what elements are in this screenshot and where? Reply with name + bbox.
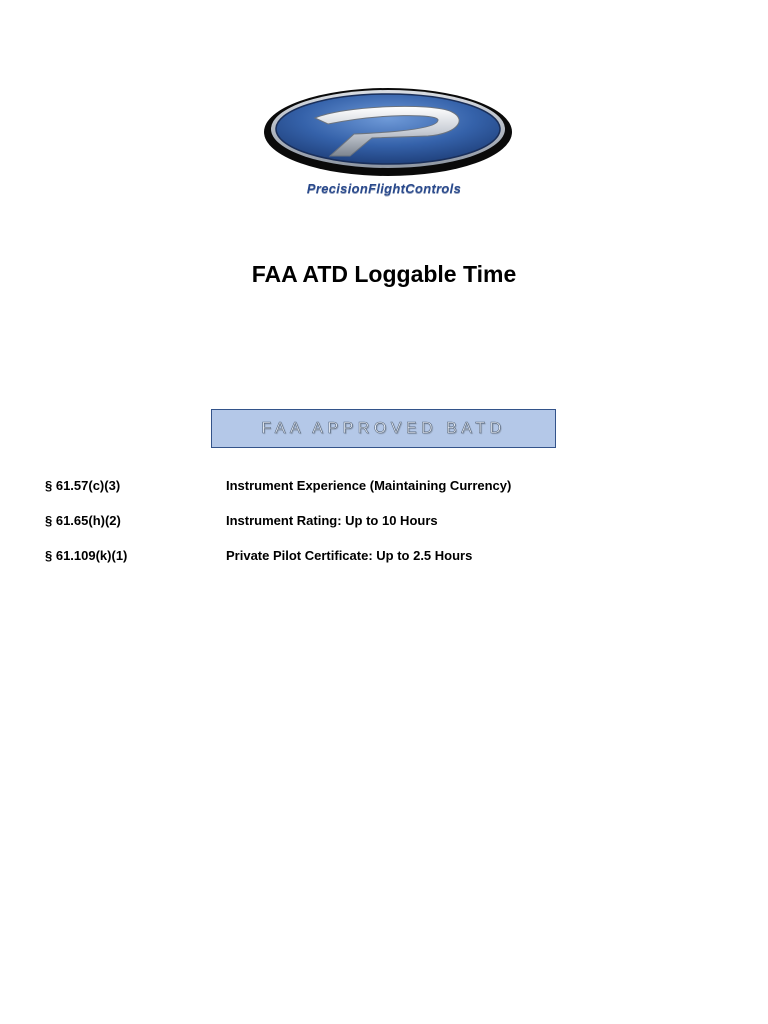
- regulation-description: Instrument Experience (Maintaining Currency): [226, 478, 512, 493]
- regulation-list: [45, 478, 725, 583]
- regulation-code: § 61.109(k)(1): [45, 548, 128, 563]
- list-item: [45, 478, 725, 513]
- regulation-code: § 61.65(h)(2): [45, 513, 121, 528]
- company-logo: [232, 78, 536, 204]
- regulation-description: Private Pilot Certificate: Up to 2.5 Hours: [226, 548, 473, 563]
- batd-banner-label: FAA APPROVED BATD: [261, 419, 506, 437]
- list-item: [45, 513, 725, 548]
- list-item: [45, 548, 725, 583]
- precision-flight-controls-logo-icon: [232, 78, 536, 178]
- brand-wordmark: PrecisionFlightControls: [306, 181, 462, 196]
- regulation-description: Instrument Rating: Up to 10 Hours: [226, 513, 438, 528]
- page-title: FAA ATD Loggable Time: [251, 261, 517, 287]
- batd-banner: [211, 409, 556, 448]
- regulation-code: § 61.57(c)(3): [45, 478, 121, 493]
